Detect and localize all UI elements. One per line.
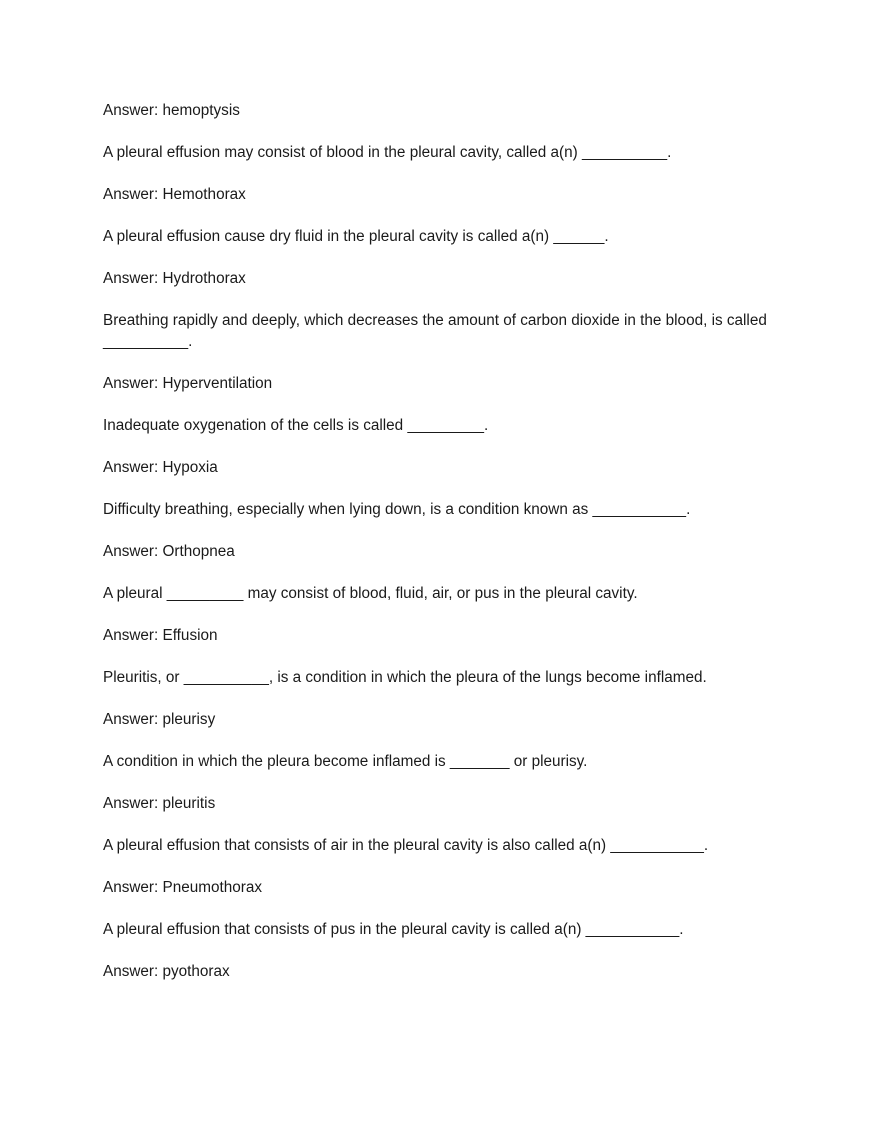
answer-line: Answer: hemoptysis — [103, 102, 240, 119]
answer-line: Answer: Hyperventilation — [103, 375, 273, 392]
question-line: A pleural effusion that consists of air in the pleural cavity is also called a(n) ___________. — [103, 837, 709, 854]
answer-line: Answer: pyothorax — [103, 963, 230, 980]
document-page — [103, 100, 773, 1003]
answer-line: Answer: pleuritis — [103, 795, 216, 812]
answer-line: Answer: Hydrothorax — [103, 270, 246, 287]
answer-line: Answer: Hemothorax — [103, 186, 246, 203]
question-line: Pleuritis, or __________, is a condition in which the pleura of the lungs become inflamed. — [103, 669, 707, 686]
answer-line: Answer: pleurisy — [103, 711, 216, 728]
question-line: A pleural effusion cause dry fluid in the pleural cavity is called a(n) ______. — [103, 228, 609, 245]
answer-line: Answer: Pneumothorax — [103, 879, 262, 896]
question-line: A pleural effusion that consists of pus in the pleural cavity is called a(n) ___________. — [103, 921, 684, 938]
question-line: Difficulty breathing, especially when lying down, is a condition known as ___________. — [103, 501, 691, 518]
question-line: Breathing rapidly and deeply, which decreases the amount of carbon dioxide in the blood, is called __________. — [103, 312, 772, 350]
answer-line: Answer: Hypoxia — [103, 459, 218, 476]
question-line: A pleural _________ may consist of blood, fluid, air, or pus in the pleural cavity. — [103, 585, 638, 602]
question-line: A pleural effusion may consist of blood in the pleural cavity, called a(n) __________. — [103, 144, 672, 161]
question-line: A condition in which the pleura become inflamed is _______ or pleurisy. — [103, 753, 588, 770]
answer-line: Answer: Effusion — [103, 627, 218, 644]
answer-line: Answer: Orthopnea — [103, 543, 235, 560]
question-line: Inadequate oxygenation of the cells is called _________. — [103, 417, 489, 434]
